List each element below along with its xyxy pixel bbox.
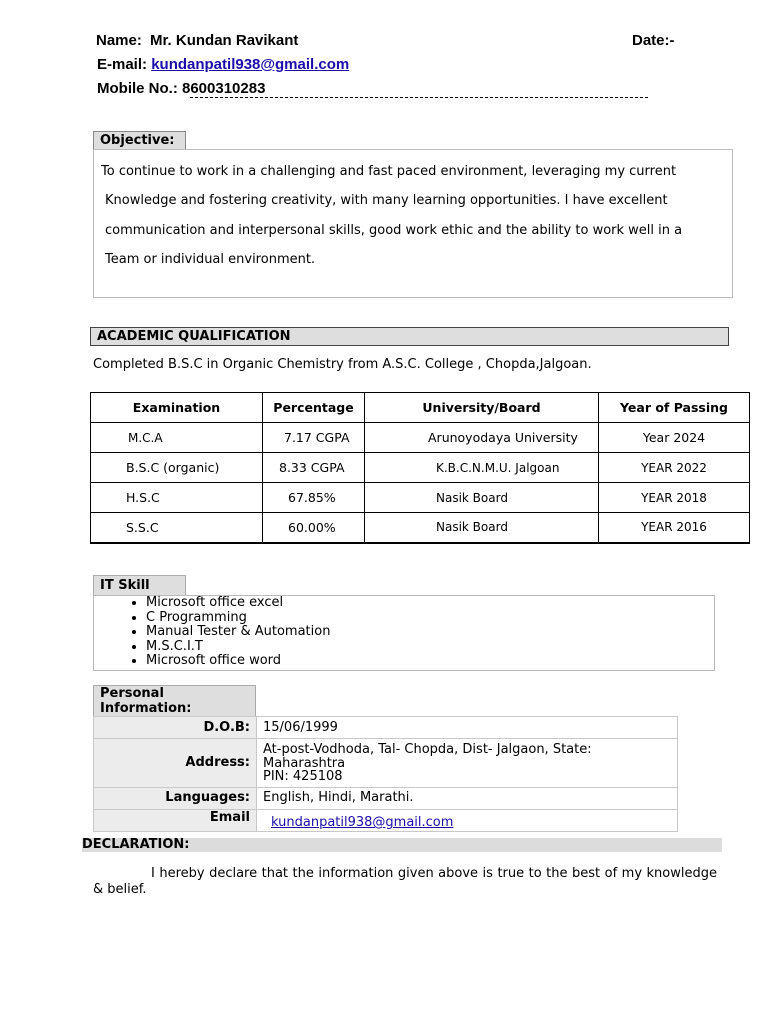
header-dotted-divider: [190, 97, 648, 98]
academic-title: ACADEMIC QUALIFICATION: [90, 327, 729, 346]
list-item: • Microsoft office excel: [146, 596, 330, 611]
table-header-row: [91, 393, 750, 423]
mobile-line: [97, 80, 265, 97]
objective-title: Objective:: [93, 131, 186, 150]
personal-info-title: [93, 685, 256, 717]
table-row: [91, 513, 750, 543]
email-link[interactable]: kundanpatil938@gmail.com: [151, 56, 350, 73]
address-line-3: PIN: 425108: [263, 769, 343, 785]
cell-year: YEAR 2016: [599, 513, 750, 543]
objective-line-1: To continue to work in a challenging and fast paced environment, leveraging my current: [101, 164, 677, 179]
name-label: Name:: [96, 32, 142, 49]
table-row: [94, 809, 678, 831]
address-line-2: Maharashtra: [263, 755, 346, 771]
cell-university: Nasik Board: [365, 483, 599, 513]
address-label: Address:: [94, 739, 257, 788]
it-skill-list: [94, 596, 330, 669]
email-label: E-mail:: [97, 56, 148, 73]
col-year: Year of Passing: [599, 393, 750, 423]
mobile-label: Mobile No.:: [97, 80, 178, 97]
address-line-1: At-post-Vodhoda, Tal- Chopda, Dist- Jalgaon, State:: [263, 742, 592, 757]
languages-label: Languages:: [94, 787, 257, 809]
col-examination: Examination: [91, 393, 263, 423]
cell-exam: H.S.C: [91, 483, 263, 513]
table-row: [94, 787, 678, 809]
cell-exam: S.S.C: [91, 513, 263, 543]
cell-percentage: 67.85%: [263, 483, 365, 513]
academic-table: [90, 392, 750, 544]
cell-year: YEAR 2018: [599, 483, 750, 513]
cell-percentage: 60.00%: [263, 513, 365, 543]
mobile-number: 8600310283: [182, 80, 266, 97]
personal-email-link[interactable]: kundanpatil938@gmail.com: [271, 815, 454, 831]
languages-value: English, Hindi, Marathi.: [257, 787, 678, 809]
table-row: [94, 739, 678, 788]
table-row: [91, 453, 750, 483]
cell-university: K.B.C.N.M.U. Jalgoan: [365, 453, 599, 483]
personal-title-line-2: Information:: [100, 701, 192, 716]
cell-percentage: 8.33 CGPA: [263, 453, 365, 483]
academic-summary: Completed B.S.C in Organic Chemistry from A.S.C. College , Chopda,Jalgoan.: [93, 357, 592, 372]
cell-year: YEAR 2022: [599, 453, 750, 483]
cell-university: Arunoyodaya University: [365, 423, 599, 453]
cell-exam: B.S.C (organic): [91, 453, 263, 483]
declaration-text: I hereby declare that the information given above is true to the best of my knowledge & belief.: [93, 866, 717, 897]
date-label: Date:-: [632, 32, 675, 49]
table-row: [91, 423, 750, 453]
cell-percentage: 7.17 CGPA: [263, 423, 365, 453]
email-line: [97, 56, 349, 73]
candidate-name: Mr. Kundan Ravikant: [150, 32, 299, 49]
objective-line-2: Knowledge and fostering creativity, with many learning opportunities. I have excellent: [105, 193, 668, 208]
col-percentage: Percentage: [263, 393, 365, 423]
cell-university: Nasik Board: [365, 513, 599, 543]
cell-exam: M.C.A: [91, 423, 263, 453]
list-item: • Microsoft office word: [146, 654, 330, 669]
dob-value: 15/06/1999: [257, 717, 678, 739]
email-label: Email: [94, 809, 257, 831]
col-university: University/Board: [365, 393, 599, 423]
cell-year: Year 2024: [599, 423, 750, 453]
name-line: [96, 32, 298, 49]
personal-title-line-1: Personal: [100, 686, 164, 701]
table-row: [91, 483, 750, 513]
objective-line-4: Team or individual environment.: [105, 252, 316, 267]
dob-label: D.O.B:: [94, 717, 257, 739]
objective-box: [93, 149, 733, 298]
list-item: • M.S.C.I.T: [146, 640, 330, 655]
it-skill-title: IT Skill: [93, 575, 186, 596]
table-row: [94, 717, 678, 739]
list-item: • C Programming: [146, 611, 330, 626]
email-value: [257, 809, 678, 831]
objective-line-3: communication and interpersonal skills, good work ethic and the ability to work well in a: [105, 223, 683, 238]
list-item: • Manual Tester & Automation: [146, 625, 330, 640]
address-value: [257, 739, 678, 788]
declaration-title: DECLARATION:: [82, 838, 722, 852]
personal-info-table: [93, 716, 678, 832]
